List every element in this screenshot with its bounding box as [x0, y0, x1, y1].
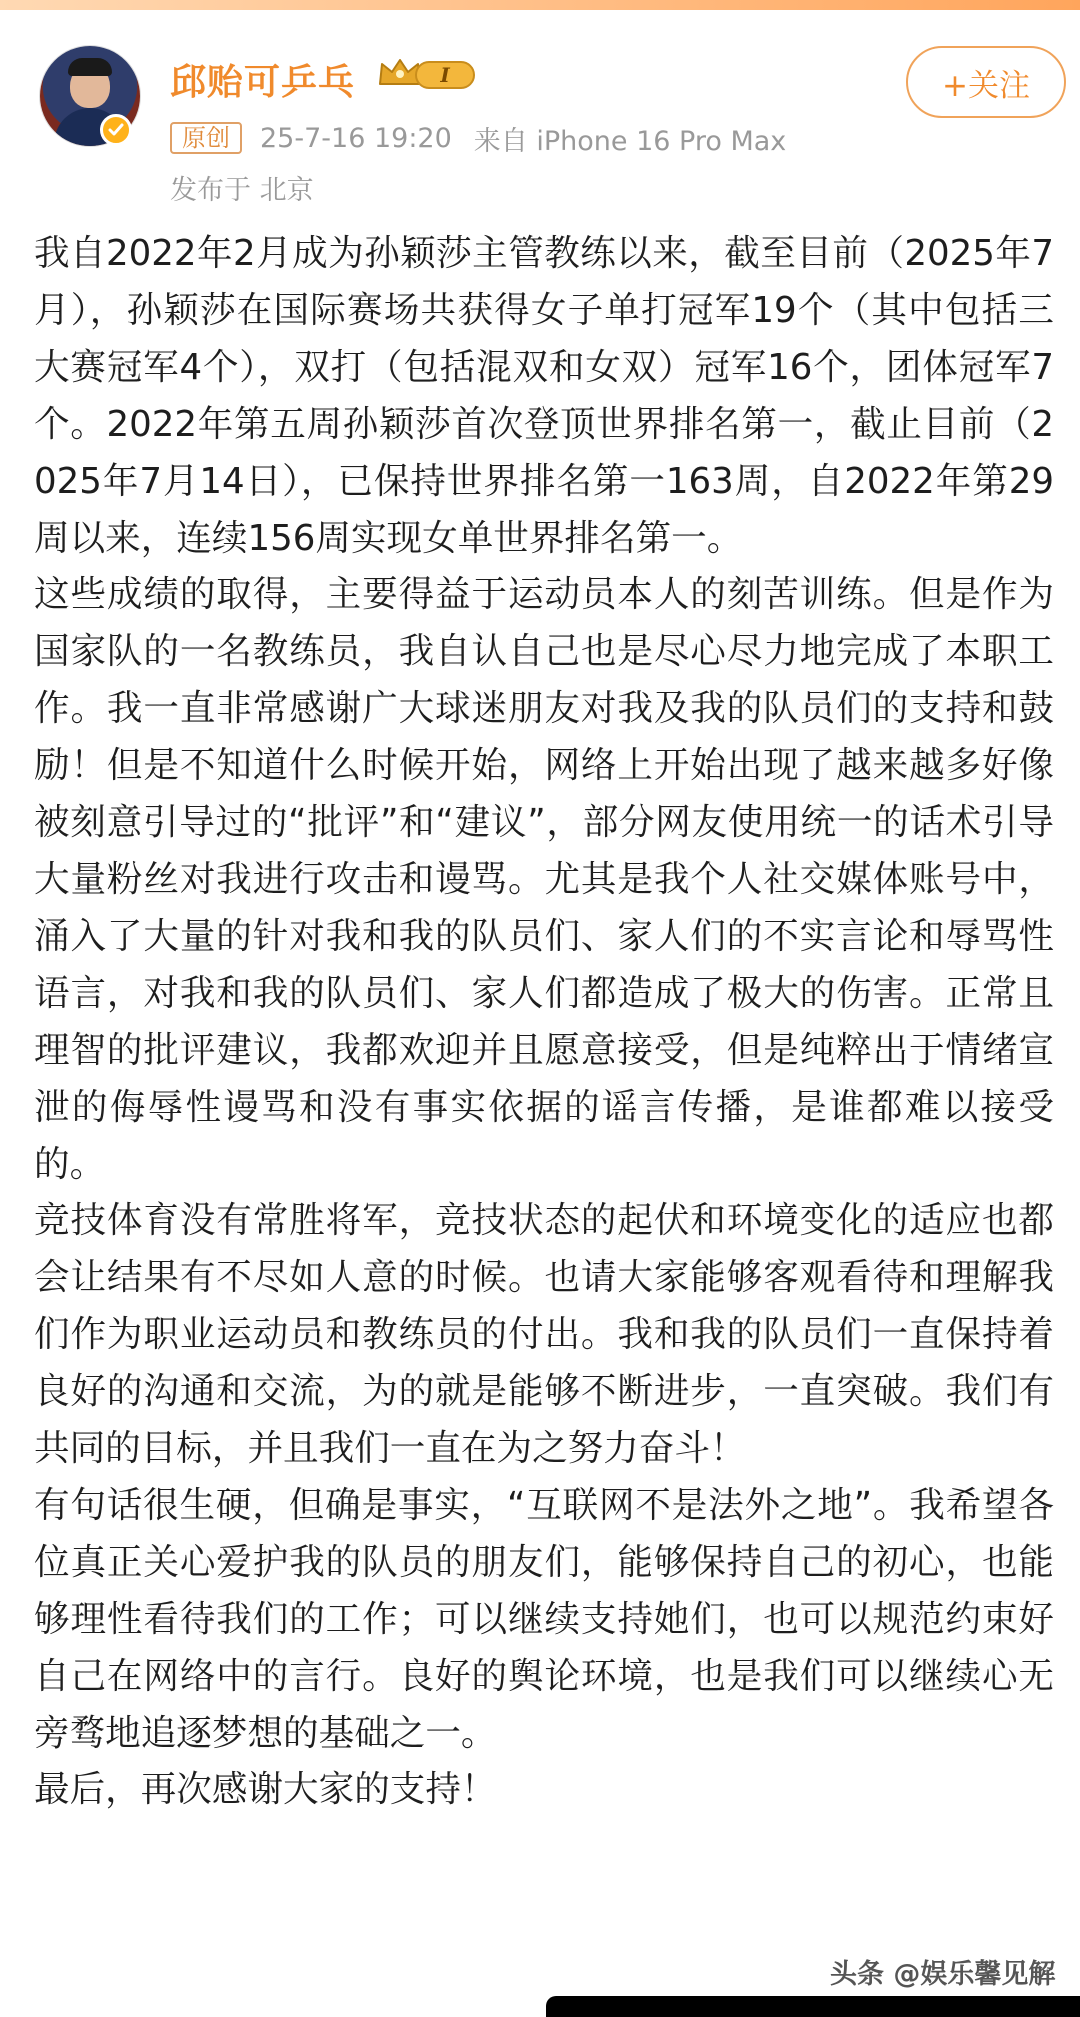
post-header: [0, 10, 1080, 206]
post-body: [34, 226, 1054, 1819]
post-source: 来自 iPhone 16 Pro Max: [473, 125, 787, 157]
level-text: I: [440, 63, 450, 87]
verified-icon: [100, 114, 132, 146]
crown-level-icon[interactable]: [376, 54, 480, 94]
source-watermark: 头条 @娱乐馨见解: [830, 1959, 1056, 1990]
post-paragraph: 这些成绩的取得，主要得益于运动员本人的刻苦训练。但是作为国家队的一名教练员，我自认自己也是尽心尽力地完成了本职工作。我一直非常感谢广大球迷朋友对我及我的队员们的支持和鼓励！但是不知道什么时候开始，网络上开始出现了越来越多好像被刻意引导过的“批评”和“建议”，部分网友使用统一的话术引导大量粉丝对我进行攻击和谩骂。尤其是我个人社交媒体账号中，涌入了大量的针对我和我的队员们、家人们的不实言论和辱骂性语言，对我和我的队员们、家人们都造成了极大的伤害。正常且理智的批评建议，我都欢迎并且愿意接受，但是纯粹出于情绪宣泄的侮辱性谩骂和没有事实依据的谣言传播，是谁都难以接受的。: [34, 574, 1054, 1185]
avatar-hair-shape: [68, 58, 112, 76]
post-location: 发布于 北京: [170, 175, 314, 206]
username[interactable]: 邱贻可乒乓: [170, 62, 356, 103]
post-meta: [170, 120, 786, 156]
post-paragraph: 最后，再次感谢大家的支持！: [34, 1769, 497, 1811]
post-timestamp: 25-7-16 19:20: [260, 122, 452, 154]
bottom-overlay-bar: [546, 1996, 1080, 2017]
post-paragraph: 有句话很生硬，但确是事实，“互联网不是法外之地”。我希望各位真正关心爱护我的队员的朋友们，能够保持自己的初心，也能够理性看待我们的工作；可以继续支持她们，也可以规范约束好自己在网络中的言行。良好的舆论环境，也是我们可以继续心无旁骛地追逐梦想的基础之一。: [34, 1484, 1054, 1754]
original-badge: 原创: [170, 122, 242, 154]
top-accent-bar: [0, 0, 1080, 10]
follow-button[interactable]: +关注: [906, 46, 1066, 118]
post-paragraph: 竞技体育没有常胜将军，竞技状态的起伏和环境变化的适应也都会让结果有不尽如人意的时候。也请大家能够客观看待和理解我们作为职业运动员和教练员的付出。我和我的队员们一直保持着良好的沟通和交流，为的就是能够不断进步，一直突破。我们有共同的目标，并且我们一直在为之努力奋斗！: [34, 1200, 1054, 1470]
post-paragraph: 我自2022年2月成为孙颖莎主管教练以来，截至目前（2025年7月），孙颖莎在国际赛场共获得女子单打冠军19个（其中包括三大赛冠军4个），双打（包括混双和女双）冠军16个，团体冠军7个。2022年第五周孙颖莎首次登顶世界排名第一，截止目前（2025年7月14日），已保持世界排名第一163周，自2022年第29周以来，连续156周实现女单世界排名第一。: [34, 233, 1054, 559]
